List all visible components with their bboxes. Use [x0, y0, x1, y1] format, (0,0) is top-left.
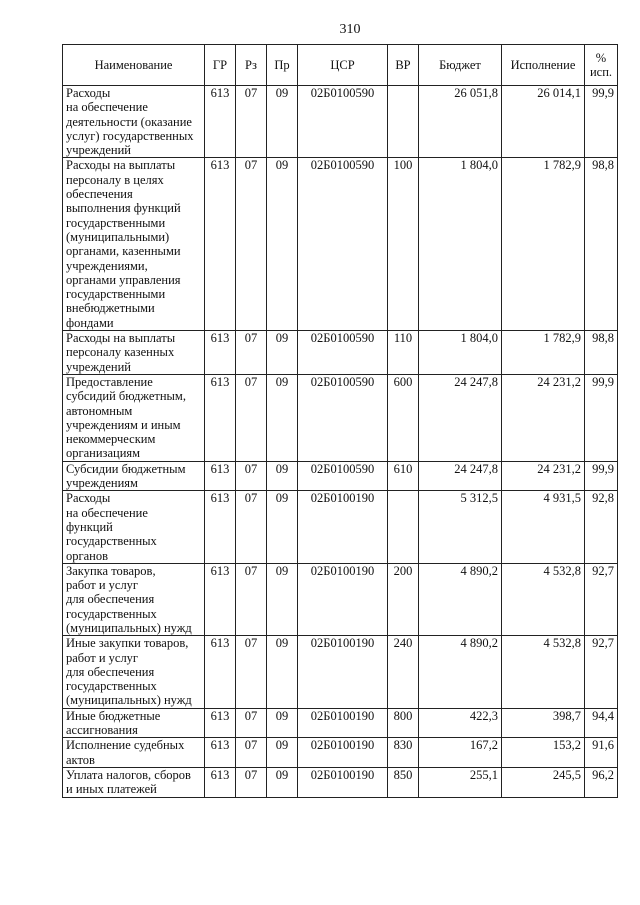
row-gr: 613	[205, 738, 236, 768]
row-execution: 1 782,9	[502, 331, 585, 375]
row-rz: 07	[236, 738, 267, 768]
table-row	[63, 491, 618, 563]
row-pr: 09	[267, 461, 298, 491]
column-header-pr: Пр	[267, 45, 298, 86]
row-vr: 240	[388, 636, 419, 708]
row-vr: 610	[388, 461, 419, 491]
row-gr: 613	[205, 331, 236, 375]
row-pr: 09	[267, 158, 298, 331]
row-gr: 613	[205, 374, 236, 461]
row-vr: 200	[388, 563, 419, 635]
column-header-percent: % исп.	[585, 45, 618, 86]
row-budget: 255,1	[419, 767, 502, 797]
row-gr: 613	[205, 491, 236, 563]
row-rz: 07	[236, 636, 267, 708]
row-name: Расходы на выплаты персоналу казенных учреждений	[63, 331, 205, 375]
row-csr: 02Б0100190	[298, 636, 388, 708]
row-csr: 02Б0100590	[298, 374, 388, 461]
row-budget: 24 247,8	[419, 461, 502, 491]
row-percent: 92,7	[585, 636, 618, 708]
row-csr: 02Б0100190	[298, 738, 388, 768]
row-vr: 100	[388, 158, 419, 331]
row-pr: 09	[267, 374, 298, 461]
row-gr: 613	[205, 636, 236, 708]
row-budget: 4 890,2	[419, 563, 502, 635]
row-gr: 613	[205, 767, 236, 797]
row-pr: 09	[267, 636, 298, 708]
row-budget: 4 890,2	[419, 636, 502, 708]
row-csr: 02Б0100590	[298, 461, 388, 491]
row-name: Субсидии бюджетным учреждениям	[63, 461, 205, 491]
page-number: 310	[339, 22, 361, 37]
row-csr: 02Б0100190	[298, 767, 388, 797]
column-header-vr: ВР	[388, 45, 419, 86]
table-row	[63, 158, 618, 331]
row-percent: 99,9	[585, 86, 618, 158]
row-pr: 09	[267, 331, 298, 375]
row-name: Расходы на выплаты персоналу в целях обеспечения выполнения функций государственными (муниципальными) органами, казенными учреждениями, органами управления государственными внебюджетными фондами	[63, 158, 205, 331]
row-pr: 09	[267, 708, 298, 738]
row-rz: 07	[236, 331, 267, 375]
row-vr: 830	[388, 738, 419, 768]
row-gr: 613	[205, 708, 236, 738]
row-gr: 613	[205, 86, 236, 158]
row-csr: 02Б0100590	[298, 158, 388, 331]
column-header-execution: Исполнение	[502, 45, 585, 86]
row-percent: 94,4	[585, 708, 618, 738]
row-pr: 09	[267, 563, 298, 635]
table-row	[63, 708, 618, 738]
row-execution: 153,2	[502, 738, 585, 768]
row-csr: 02Б0100190	[298, 491, 388, 563]
row-percent: 98,8	[585, 158, 618, 331]
row-rz: 07	[236, 767, 267, 797]
row-budget: 5 312,5	[419, 491, 502, 563]
row-rz: 07	[236, 708, 267, 738]
row-name: Исполнение судебных актов	[63, 738, 205, 768]
row-execution: 4 532,8	[502, 563, 585, 635]
row-budget: 167,2	[419, 738, 502, 768]
row-budget: 1 804,0	[419, 158, 502, 331]
row-execution: 245,5	[502, 767, 585, 797]
table-row	[63, 86, 618, 158]
row-execution: 4 532,8	[502, 636, 585, 708]
row-budget: 1 804,0	[419, 331, 502, 375]
row-name: Иные закупки товаров, работ и услуг для обеспечения государственных (муниципальных) нужд	[63, 636, 205, 708]
row-pr: 09	[267, 86, 298, 158]
row-rz: 07	[236, 374, 267, 461]
row-pr: 09	[267, 491, 298, 563]
column-header-name: Наименование	[63, 45, 205, 86]
row-execution: 26 014,1	[502, 86, 585, 158]
row-name: Иные бюджетные ассигнования	[63, 708, 205, 738]
row-execution: 24 231,2	[502, 461, 585, 491]
row-gr: 613	[205, 563, 236, 635]
row-name: Уплата налогов, сборов и иных платежей	[63, 767, 205, 797]
table-header-row	[63, 45, 618, 86]
row-csr: 02Б0100590	[298, 331, 388, 375]
row-pr: 09	[267, 767, 298, 797]
row-percent: 91,6	[585, 738, 618, 768]
table-row	[63, 767, 618, 797]
row-budget: 422,3	[419, 708, 502, 738]
row-percent: 99,9	[585, 374, 618, 461]
row-name: Расходы на обеспечение деятельности (оказание услуг) государственных учреждений	[63, 86, 205, 158]
row-execution: 4 931,5	[502, 491, 585, 563]
row-name: Закупка товаров, работ и услуг для обеспечения государственных (муниципальных) нужд	[63, 563, 205, 635]
table-row	[63, 563, 618, 635]
row-vr	[388, 86, 419, 158]
row-percent: 92,7	[585, 563, 618, 635]
row-rz: 07	[236, 158, 267, 331]
row-percent: 99,9	[585, 461, 618, 491]
row-rz: 07	[236, 563, 267, 635]
row-csr: 02Б0100190	[298, 563, 388, 635]
row-vr: 110	[388, 331, 419, 375]
row-rz: 07	[236, 86, 267, 158]
row-vr	[388, 491, 419, 563]
table-row	[63, 738, 618, 768]
row-vr: 850	[388, 767, 419, 797]
column-header-budget: Бюджет	[419, 45, 502, 86]
column-header-rz: Рз	[236, 45, 267, 86]
row-execution: 398,7	[502, 708, 585, 738]
row-pr: 09	[267, 738, 298, 768]
table-row	[63, 374, 618, 461]
column-header-gr: ГР	[205, 45, 236, 86]
budget-execution-table	[62, 44, 618, 798]
table-row	[63, 636, 618, 708]
row-csr: 02Б0100190	[298, 708, 388, 738]
row-vr: 800	[388, 708, 419, 738]
table-row	[63, 461, 618, 491]
row-execution: 24 231,2	[502, 374, 585, 461]
row-name: Предоставление субсидий бюджетным, автономным учреждениям и иным некоммерческим организациям	[63, 374, 205, 461]
row-gr: 613	[205, 461, 236, 491]
row-percent: 92,8	[585, 491, 618, 563]
row-rz: 07	[236, 491, 267, 563]
row-gr: 613	[205, 158, 236, 331]
table-row	[63, 331, 618, 375]
row-budget: 26 051,8	[419, 86, 502, 158]
column-header-csr: ЦСР	[298, 45, 388, 86]
row-percent: 96,2	[585, 767, 618, 797]
row-rz: 07	[236, 461, 267, 491]
row-budget: 24 247,8	[419, 374, 502, 461]
row-name: Расходы на обеспечение функций государственных органов	[63, 491, 205, 563]
row-execution: 1 782,9	[502, 158, 585, 331]
row-csr: 02Б0100590	[298, 86, 388, 158]
row-vr: 600	[388, 374, 419, 461]
row-percent: 98,8	[585, 331, 618, 375]
